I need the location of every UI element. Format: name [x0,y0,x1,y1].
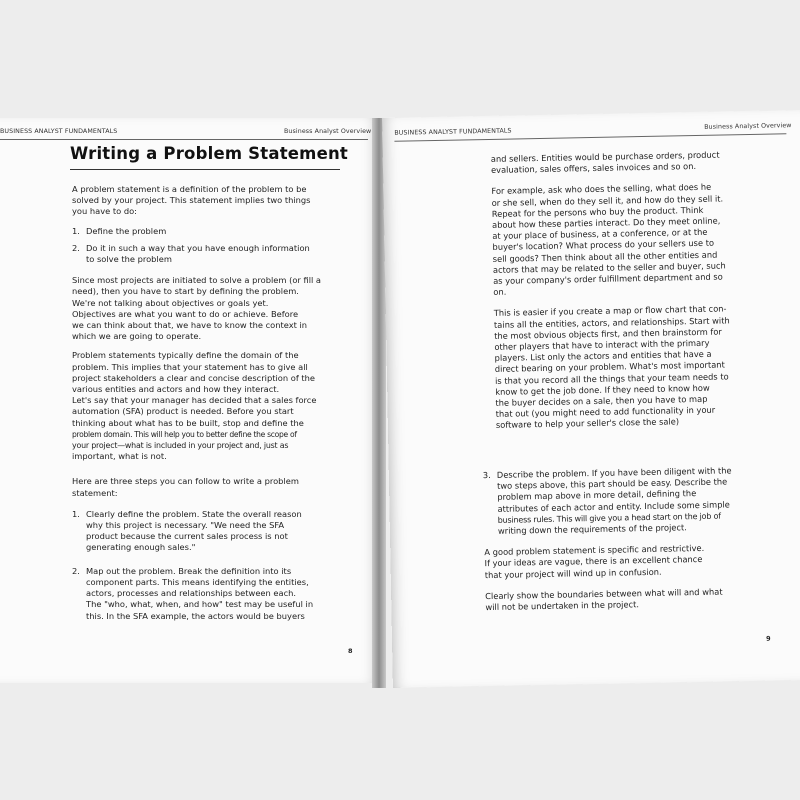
text-line: problem map above in more detail, defining the [497,488,697,503]
text-line: solved by your project. This statement implies two things [72,195,311,206]
text-line: that your project will wind up in confusion. [484,566,662,580]
text-line: which we are going to operate. [72,331,202,342]
text-line: to solve the problem [86,254,172,265]
text-line: component parts. This means identifying the entities, [86,576,309,587]
paragraph [72,476,368,498]
list-item [483,464,800,537]
text-line: other players that have to interact with the primary [494,337,710,352]
list-item [72,509,368,554]
right-body [491,148,796,441]
text-line: players. List only the actors and entities that have a [494,348,712,364]
text-line: Since most projects are initiated to solve a problem (or fill a [72,275,322,286]
text-line: This is easier if you create a map or flow chart that con- [493,303,727,319]
text-line: business rules. This will give you a head start on the job of [497,511,721,525]
text-line: The "who, what, when, and how" test may be useful in [86,599,314,610]
text-line: thinking about what has to be built, stop and define the [72,417,304,428]
text-line: why this project is necessary. "We need the SFA [86,520,285,531]
list-number: 2. [72,242,80,253]
text-line: Clearly define the problem. State the overall reason [86,508,302,519]
text-line: If your ideas are vague, there is an excellent chance [484,554,703,569]
list-item [72,243,368,265]
text-line: direct bearing on your problem. What's most important [494,359,725,375]
running-head-right: Business Analyst Overview [284,128,372,135]
text-line: statement: [72,487,118,498]
right-page [382,110,800,688]
text-line: Problem statements typically define the domain of the [72,350,299,361]
paragraph [485,585,800,613]
text-line: need), then you have to start by defining the problem. [72,286,299,297]
list-number: 2. [72,565,80,576]
list-number: 3. [482,469,491,481]
text-line: sell goods? Then think about all the other entities and [492,249,718,264]
left-page [0,118,378,683]
running-head-right: Business Analyst Overview [704,122,792,131]
page-number: 8 [348,647,353,655]
right-body-lower [483,464,800,621]
text-line: Define the problem [86,225,167,236]
text-line: tains all the entities, actors, and relationships. Start with [493,315,730,330]
running-head-left: BUSINESS ANALYST FUNDAMENTALS [394,127,512,137]
text-line: Map out the problem. Break the definition into its [86,565,292,576]
text-line: the buyer decides on a sale, then you have to map [495,393,708,408]
text-line: evaluation, sales offers, sales invoices and so on. [490,161,697,176]
text-line: as your company's order fulfillment department and so [493,271,723,286]
header-rule [0,139,368,140]
text-line: We're not talking about objectives or goals yet. [72,297,269,308]
left-body [72,184,368,628]
page-number: 9 [765,634,771,643]
text-line: or she sell, when do they sell it, and how do they sell it. [491,193,724,208]
paragraph [491,181,793,299]
text-line: Objectives are what you want to do or achieve. Before [72,308,299,319]
text-line: at your place of business, at a conference, or at the [492,226,708,242]
paragraph [72,275,368,342]
text-line: and sellers. Entities would be purchase orders, product [490,149,720,164]
paragraph [491,148,791,176]
text-line: A good problem statement is specific and restrictive. [484,543,705,558]
text-line: that out (you might need to add functionality in your [495,404,716,420]
book-spread [0,118,800,688]
text-line: on. [493,286,507,298]
paragraph [484,541,800,581]
list-item [72,226,368,237]
text-line: writing down the requirements of the project. [497,522,687,536]
text-line: the most obvious objects first, and then brainstorm for [494,326,722,341]
intro-paragraph [72,184,368,218]
text-line: various entities and actors and how they interact. [72,384,280,395]
page-title: Writing a Problem Statement [70,144,348,163]
text-line: Repeat for the persons who buy the product. Think [491,204,704,219]
text-line: project stakeholders a clear and concise description of the [72,372,316,383]
text-line: two steps above, this part should be easy. Describe the [496,476,728,492]
text-line: generating enough sales." [86,542,196,553]
text-line: automation (SFA) product is needed. Before you start [72,406,294,417]
text-line: Describe the problem. If you have been diligent with the [496,465,732,480]
text-line: is that you record all the things that your team needs to [494,371,729,386]
text-line: product because the current sales process is not [86,531,288,542]
text-line: problem domain. This will help you to better define the scope of [72,429,297,439]
text-line: Clearly show the boundaries between what will and what [485,586,723,601]
text-line: buyer's location? What process do your sellers use to [492,238,715,253]
list-number: 1. [72,508,80,519]
text-line: Do it in such a way that you have enough information [86,242,310,253]
text-line: Let's say that your manager has decided that a sales force [72,395,317,406]
paragraph [72,350,368,462]
text-line: software to help your seller's close the sale) [495,416,680,431]
list-number: 1. [72,225,80,236]
text-line: A problem statement is a definition of the problem to be [72,184,307,194]
running-head-left: BUSINESS ANALYST FUNDAMENTALS [0,128,118,135]
text-line: this. In the SFA example, the actors would be buyers [86,610,305,621]
text-line: problem. This implies that your statement has to give all [72,361,308,372]
text-line: we can think about that, we have to know the context in [72,320,308,331]
text-line: Here are three steps you can follow to write a problem [72,476,299,487]
text-line: actors, processes and relationships between each. [86,588,297,599]
text-line: about how these parties interact. Do they meet online, [491,215,721,230]
text-line: your project—what is included in your project and, just as [72,441,289,451]
paragraph [494,303,796,432]
text-line: attributes of each actor and entity. Include some simple [497,499,730,514]
text-line: actors that may be related to the seller and buyer, such [492,260,726,275]
list-item [72,566,368,622]
text-line: know to get the job done. If they need to know how [495,382,710,397]
title-underline [70,169,340,170]
text-line: you have to do: [72,206,137,217]
text-line: For example, ask who does the selling, what does he [491,182,712,197]
text-line: will not be undertaken in the project. [485,599,640,613]
text-line: important, what is not. [72,451,167,462]
